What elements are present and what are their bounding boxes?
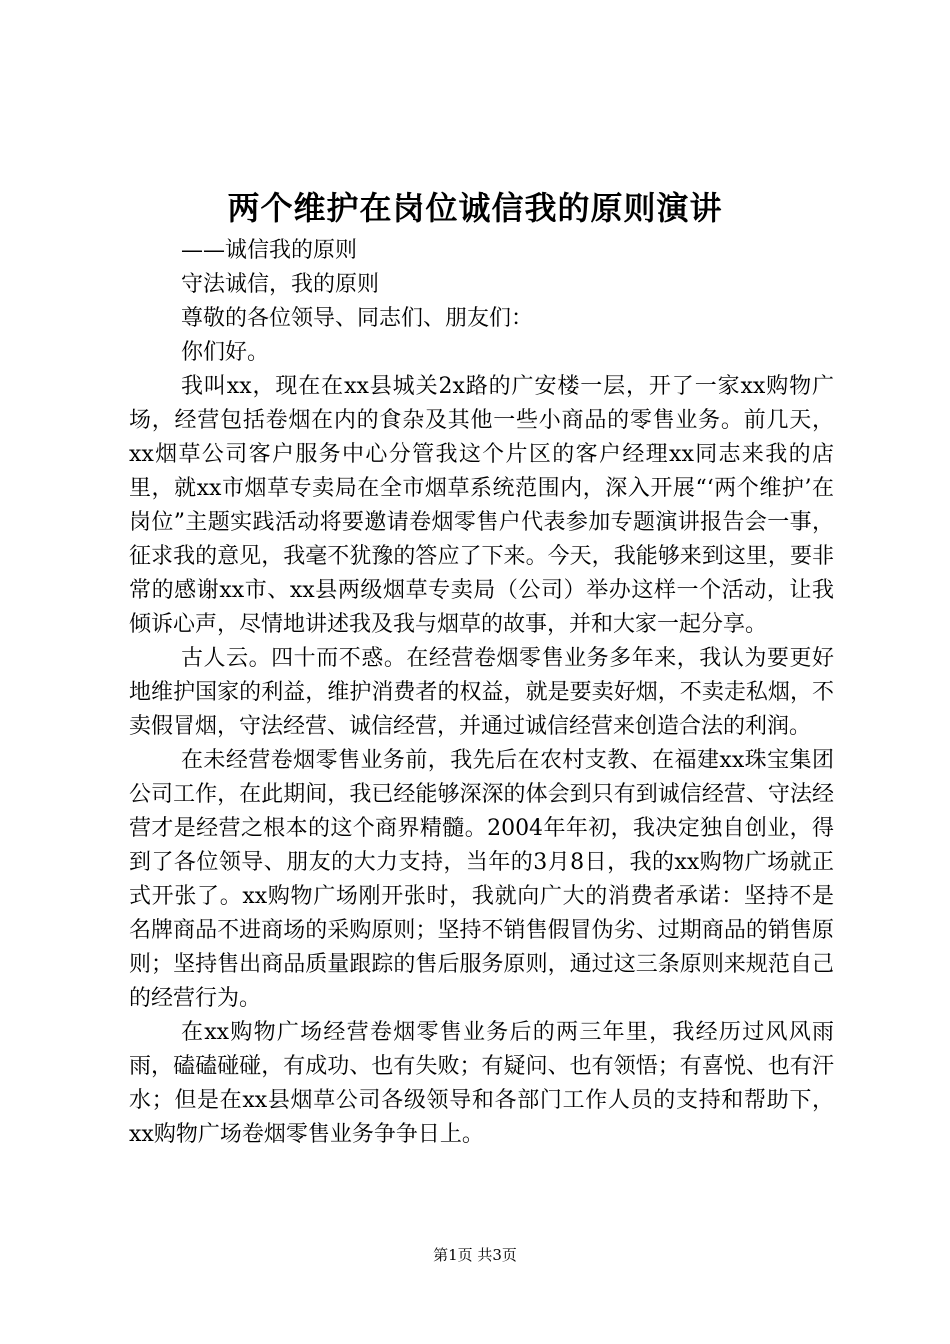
paragraph: 尊敬的各位领导、同志们、朋友们： — [181, 306, 534, 331]
paragraph: 在xx购物广场经营卷烟零售业务后的两三年里，我经历过风风雨雨，磕磕碰碰，有成功、也有失败；有疑问、也有领悟；有喜悦、也有汗水；但是在xx县烟草公司各级领导和各部门工作人员的支持和帮助下，xx购物广场卷烟零售业务争争日上。 — [129, 1020, 834, 1147]
subtitle-line: ——诚信我的原则 — [181, 238, 358, 263]
paragraph: 我叫xx，现在在xx县城关2x路的广安楼一层，开了一家xx购物广场，经营包括卷烟在内的食杂及其他一些小商品的零售业务。前几天，xx烟草公司客户服务中心分管我这个片区的客户经理xx同志来我的店里，就xx市烟草专卖局在全市烟草系统范围内，深入开展“‘两个维护’在岗位”主题实践活动将要邀请卷烟零售户代表参加专题演讲报告会一事，征求我的意见，我毫不犹豫的答应了下来。今天，我能够来到这里，要非常的感谢xx市、xx县两级烟草专卖局（公司）举办这样一个活动，让我倾诉心声，尽情地讲述我及我与烟草的故事，并和大家一起分享。 — [129, 374, 834, 637]
paragraph: 你们好。 — [181, 340, 270, 365]
paragraph: 古人云。四十而不惑。在经营卷烟零售业务多年来，我认为要更好地维护国家的利益，维护消费者的权益，就是要卖好烟，不卖走私烟，不卖假冒烟，守法经营、诚信经营，并通过诚信经营来创造合法的利润。 — [129, 646, 834, 739]
document-body — [129, 234, 834, 1152]
paragraph: 守法诚信，我的原则 — [181, 272, 380, 297]
document-title: 两个维护在岗位诚信我的原则演讲 — [227, 189, 723, 227]
paragraph: 在未经营卷烟零售业务前，我先后在农村支教、在福建xx珠宝集团公司工作，在此期间，我已经能够深深的体会到只有到诚信经营、守法经营才是经营之根本的这个商界精髓。2004年年初，我决定独自创业，得到了各位领导、朋友的大力支持，当年的3月8日，我的xx购物广场就正式开张了。xx购物广场刚开张时，我就向广大的消费者承诺：坚持不是名牌商品不进商场的采购原则；坚持不销售假冒伪劣、过期商品的销售原则；坚持售出商品质量跟踪的售后服务原则，通过这三条原则来规范自己的经营行为。 — [129, 748, 834, 1011]
page-footer: 第1页 共3页 — [433, 1246, 517, 1264]
